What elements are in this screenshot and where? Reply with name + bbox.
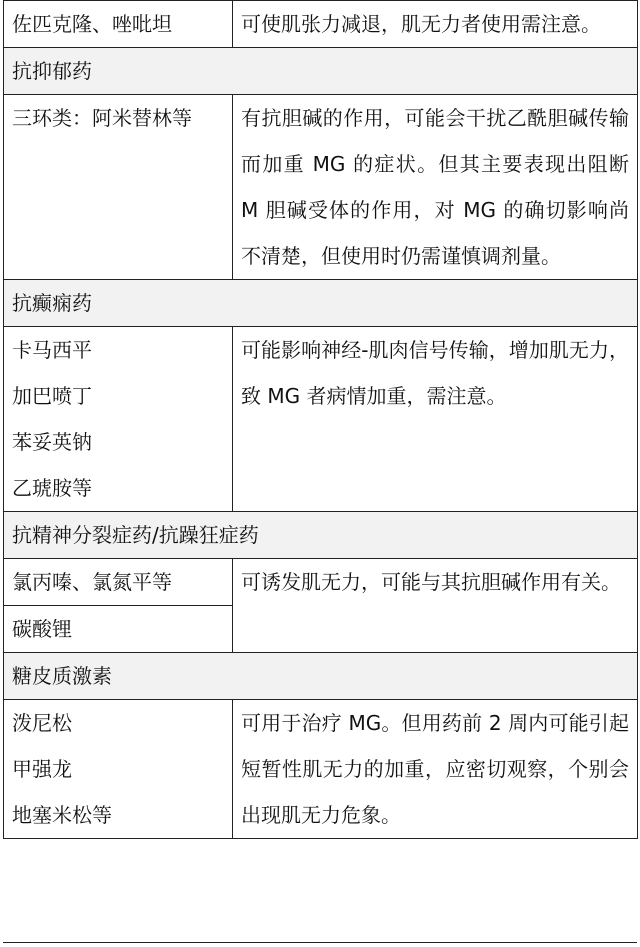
note-text: 可诱发肌无力，可能与其抗胆碱作用有关。 bbox=[241, 570, 621, 594]
drug-cell: 氯丙嗪、氯氮平等 bbox=[4, 559, 233, 606]
drug-cell bbox=[4, 327, 233, 512]
table-bottom-border bbox=[3, 942, 637, 943]
table-row bbox=[4, 700, 638, 839]
note-cell bbox=[233, 700, 638, 839]
drug-name: 地塞米松等 bbox=[12, 803, 112, 827]
note-text: 可能影响神经-肌肉信号传输，增加肌无力，致 MG 者病情加重，需注意。 bbox=[241, 338, 629, 408]
category-cell: 糖皮质激素 bbox=[4, 653, 638, 700]
category-row bbox=[4, 48, 638, 95]
category-row bbox=[4, 653, 638, 700]
category-cell: 抗癫痫药 bbox=[4, 280, 638, 327]
note-text: 有抗胆碱的作用，可能会干扰乙酰胆碱传输而加重 MG 的症状。但其主要表现出阻断 M 胆碱受体的作用，对 MG 的确切影响尚不清楚，但使用时仍需谨慎调剂量。 bbox=[241, 106, 629, 268]
category-row bbox=[4, 512, 638, 559]
note-cell bbox=[233, 327, 638, 512]
drug-interaction-table bbox=[3, 0, 638, 839]
category-cell: 抗抑郁药 bbox=[4, 48, 638, 95]
drug-name: 卡马西平 bbox=[12, 338, 92, 362]
drug-cell: 佐匹克隆、唑吡坦 bbox=[4, 1, 233, 48]
table-row bbox=[4, 95, 638, 280]
category-row bbox=[4, 280, 638, 327]
drug-name: 乙琥胺等 bbox=[12, 476, 92, 500]
note-cell bbox=[233, 95, 638, 280]
note-cell bbox=[233, 1, 638, 48]
note-text: 可用于治疗 MG。但用药前 2 周内可能引起短暂性肌无力的加重，应密切观察，个别会出现肌无力危象。 bbox=[241, 711, 629, 827]
note-cell bbox=[233, 559, 638, 653]
table-row bbox=[4, 1, 638, 48]
drug-cell: 碳酸锂 bbox=[4, 606, 233, 653]
table-row bbox=[4, 559, 638, 606]
category-cell: 抗精神分裂症药/抗躁狂症药 bbox=[4, 512, 638, 559]
drug-name: 苯妥英钠 bbox=[12, 430, 92, 454]
drug-name: 甲强龙 bbox=[12, 757, 72, 781]
note-text: 可使肌张力减退，肌无力者使用需注意。 bbox=[241, 12, 601, 36]
drug-cell bbox=[4, 700, 233, 839]
drug-cell: 三环类：阿米替林等 bbox=[4, 95, 233, 280]
drug-name: 加巴喷丁 bbox=[12, 384, 92, 408]
drug-name: 泼尼松 bbox=[12, 711, 72, 735]
table-row bbox=[4, 327, 638, 512]
